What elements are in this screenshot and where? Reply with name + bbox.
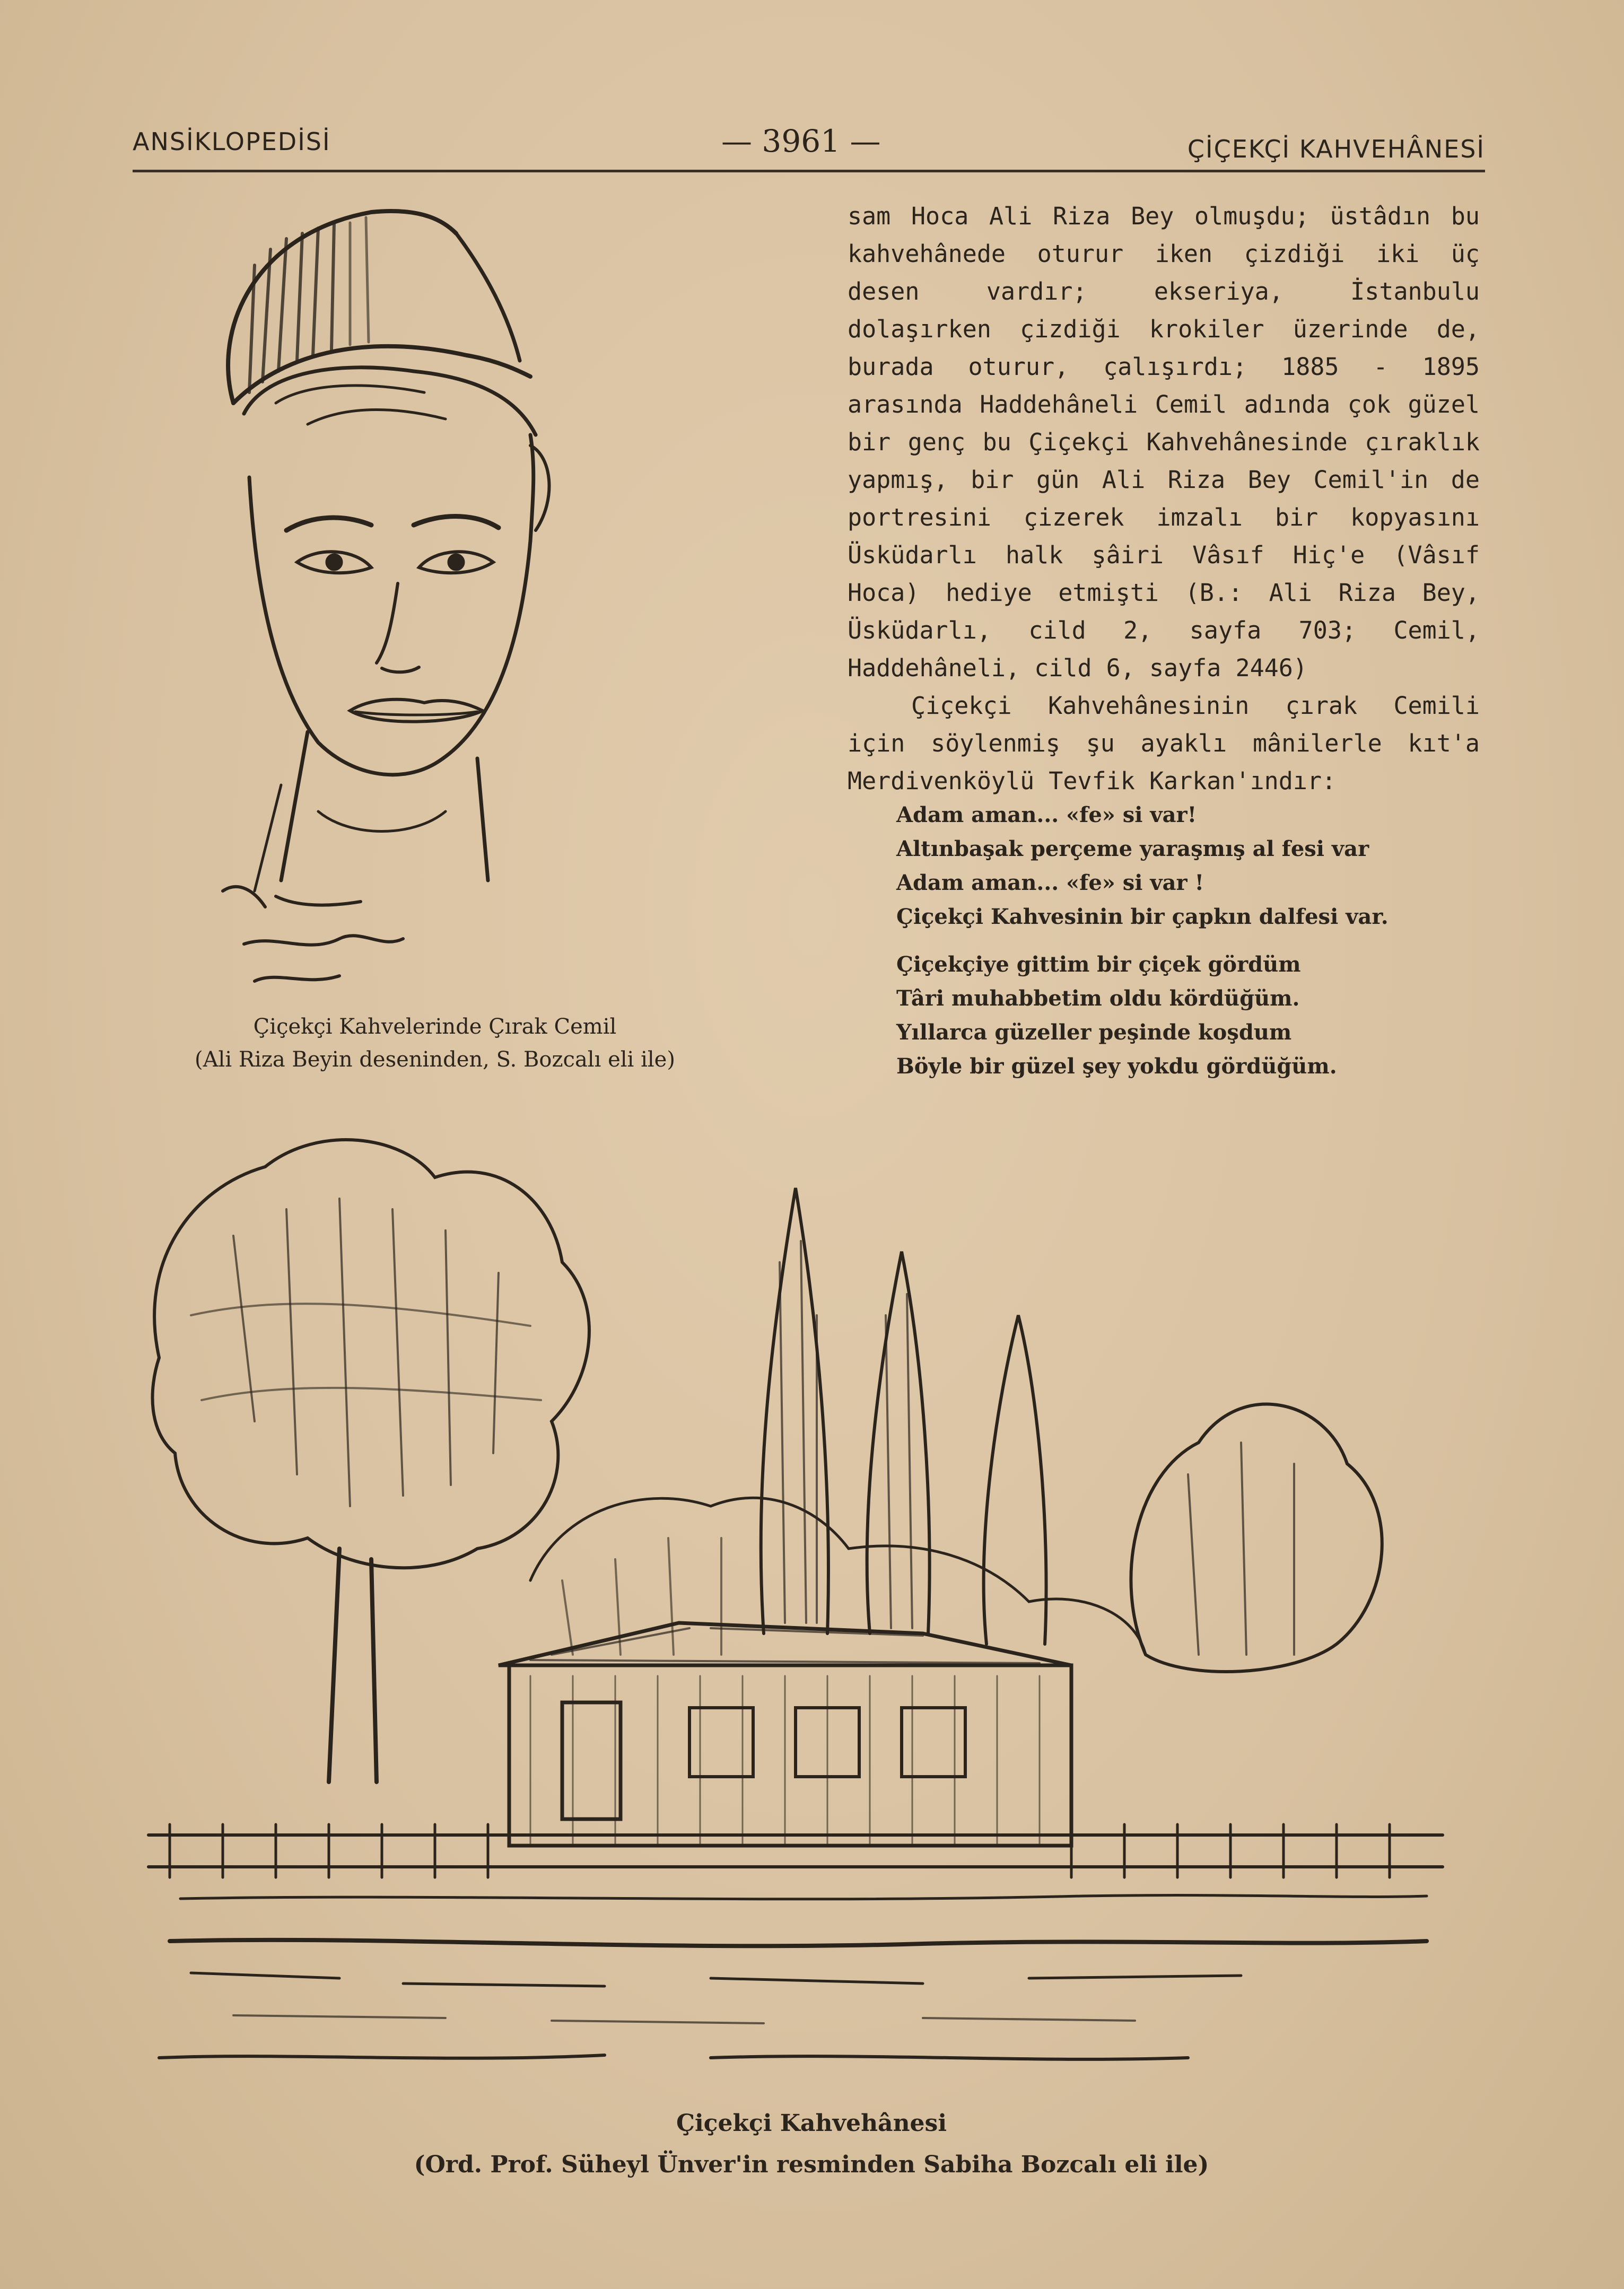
poem xyxy=(896,798,1485,1097)
poem-stanza-1 xyxy=(896,798,1485,934)
poem-line: Çiçekçi Kahvesinin bir çapkın dalfesi var. xyxy=(896,904,1389,929)
landscape-caption-line-1: Çiçekçi Kahvehânesi xyxy=(676,2110,947,2137)
body-paragraph-1: sam Hoca Ali Riza Bey olmuşdu; üstâdın bu kahvehânede oturur iken çizdiği iki üç desen vardır; ekseriya, İstanbulu dolaşırken çizdiği krokiler üzerinde de, burada oturur, çalışırdı; 1885 - 1895 arasında Haddehâneli Cemil adında çok güzel bir genç bu Çiçekçi Kahvehânesinde çıraklık yapmış, bir gün Ali Riza Bey Cemil'in de portresini çizerek imzalı bir kopyasını Üsküdarlı halk şâiri Vâsıf Hiç'e (Vâsıf Hoca) hediye etmişti (B.: Ali Riza Bey, Üsküdarlı, cild 2, sayfa 703; Cemil, Haddehâneli, cild 6, sayfa 2446) xyxy=(848,202,1480,682)
portrait-caption xyxy=(90,1010,780,1076)
landscape-drawing xyxy=(127,1103,1485,2100)
landscape-caption-line-2: (Ord. Prof. Süheyl Ünver'in resminden Sabiha Bozcalı eli ile) xyxy=(414,2151,1209,2178)
header-left: ANSİKLOPEDİSİ xyxy=(133,127,331,156)
poem-line: Târi muhabbetim oldu kördüğüm. xyxy=(896,986,1300,1011)
portrait-caption-line-2: (Ali Riza Beyin deseninden, S. Bozcalı eli ile) xyxy=(195,1047,675,1072)
poem-line: Yıllarca güzeller peşinde koşdum xyxy=(896,1020,1292,1045)
portrait-caption-line-1: Çiçekçi Kahvelerinde Çırak Cemil xyxy=(253,1015,617,1039)
poem-line: Böyle bir güzel şey yokdu gördüğüm. xyxy=(896,1054,1337,1079)
page-number: — 3961 — xyxy=(721,123,881,159)
poem-line: Adam aman... «fe» si var! xyxy=(896,802,1197,827)
landscape-caption xyxy=(159,2103,1464,2186)
portrait-sketch xyxy=(149,202,721,1008)
poem-line: Adam aman... «fe» si var ! xyxy=(896,870,1204,895)
poem-line: Çiçekçiye gittim bir çiçek gördüm xyxy=(896,952,1301,977)
body-paragraph-2: Çiçekçi Kahvehânesinin çırak Cemili için söylenmiş şu ayaklı mânilerle kıt'a Merdivenköylü Tevfik Karkan'ındır: xyxy=(848,692,1480,795)
header-right: ÇİÇEKÇİ KAHVEHÂNESİ xyxy=(1187,135,1485,163)
header-rule xyxy=(133,170,1485,172)
poem-line: Altınbaşak perçeme yaraşmış al fesi var xyxy=(896,836,1369,861)
poem-stanza-2 xyxy=(896,948,1485,1084)
page-header xyxy=(133,123,1485,171)
body-text-column xyxy=(848,197,1480,800)
